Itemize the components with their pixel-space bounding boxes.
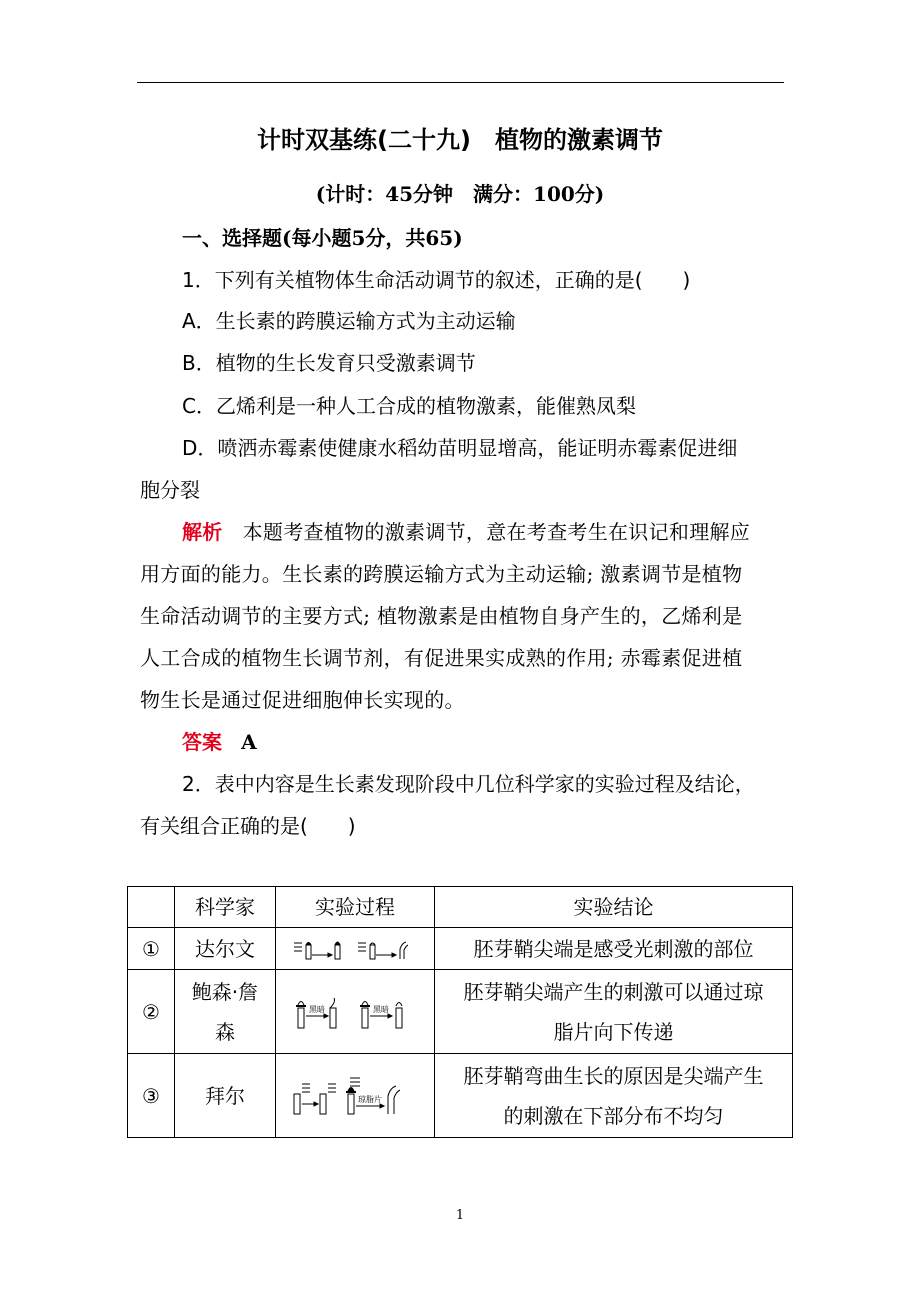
- diagram-label-dark: 黑暗: [309, 1004, 325, 1014]
- table-header-row: [128, 887, 793, 928]
- row-scientist: [175, 970, 276, 1054]
- row-number: ②: [128, 970, 175, 1054]
- row-number: ①: [128, 928, 175, 970]
- table-header-cell: 实验过程: [276, 887, 435, 928]
- row-conclusion: [435, 970, 793, 1054]
- experiment-table: [127, 886, 793, 1138]
- conclusion-line: 的刺激在下部分布不均匀: [503, 1103, 724, 1128]
- row-scientist: 拜尔: [175, 1054, 276, 1138]
- answer-value: A: [241, 730, 257, 754]
- answer-line: [182, 726, 257, 755]
- explanation-label: 解析: [182, 520, 223, 544]
- page-title: 计时双基练(二十九) 植物的激素调节: [257, 126, 663, 154]
- q1-option-c: C．乙烯利是一种人工合成的植物激素，能催熟凤梨: [182, 394, 636, 418]
- diagram-label-dark: 黑暗: [373, 1004, 389, 1014]
- q1-stem: 1．下列有关植物体生命活动调节的叙述，正确的是( ): [182, 268, 691, 292]
- table-row: [128, 1054, 793, 1138]
- row-diagram: [276, 970, 435, 1054]
- diagram-label-agar: 琼脂片: [358, 1094, 382, 1104]
- conclusion-line: 胚芽鞘弯曲生长的原因是尖端产生: [463, 1063, 764, 1088]
- page-subtitle: (计时：45分钟 满分：100分): [315, 182, 605, 206]
- explanation-line-5: 物生长是通过促进细胞伸长实现的。: [140, 688, 465, 712]
- q2-stem: 2．表中内容是生长素发现阶段中几位科学家的实验过程及结论，: [182, 772, 755, 796]
- row-conclusion: [435, 1054, 793, 1138]
- table-header-cell: [128, 887, 175, 928]
- conclusion-line: 脂片向下传递: [553, 1019, 674, 1044]
- boysen-jensen-diagram: [290, 992, 420, 1032]
- section-heading: 一、选择题(每小题5分，共65): [182, 226, 463, 250]
- darwin-diagram: [290, 937, 420, 961]
- explanation-line-4: 人工合成的植物生长调节剂，有促进果实成熟的作用; 赤霉素促进植: [140, 646, 743, 670]
- q1-option-b: B．植物的生长发育只受激素调节: [182, 351, 476, 375]
- scientist-line: 鲍森·詹: [191, 979, 259, 1004]
- row-diagram: [276, 928, 435, 970]
- q1-option-d-cont: 胞分裂: [140, 478, 200, 502]
- explanation-line-1: [182, 516, 750, 545]
- explanation-line-3: 生命活动调节的主要方式; 植物激素是由植物自身产生的，乙烯利是: [140, 604, 743, 628]
- explanation-line-2: 用方面的能力。生长素的跨膜运输方式为主动运输; 激素调节是植物: [140, 562, 743, 586]
- q1-option-a: A．生长素的跨膜运输方式为主动运输: [182, 309, 516, 333]
- table-header-cell: 实验结论: [435, 887, 793, 928]
- paal-diagram: [290, 1074, 420, 1118]
- explanation-text: 本题考查植物的激素调节，意在考查考生在识记和理解应: [242, 520, 751, 544]
- table-row: [128, 928, 793, 970]
- row-scientist: 达尔文: [175, 928, 276, 970]
- conclusion-line: 胚芽鞘尖端产生的刺激可以通过琼: [463, 979, 764, 1004]
- table-row: [128, 970, 793, 1054]
- row-diagram: [276, 1054, 435, 1138]
- q2-stem-cont: 有关组合正确的是( ): [140, 814, 356, 838]
- answer-label: 答案: [182, 730, 222, 754]
- scientist-line: 森: [215, 1019, 235, 1044]
- row-number: ③: [128, 1054, 175, 1138]
- page-number: 1: [455, 1208, 465, 1223]
- header-rule: [137, 82, 784, 83]
- row-conclusion: 胚芽鞘尖端是感受光刺激的部位: [435, 928, 793, 970]
- q1-option-d: D．喷洒赤霉素使健康水稻幼苗明显增高，能证明赤霉素促进细: [182, 436, 738, 460]
- table-header-cell: 科学家: [175, 887, 276, 928]
